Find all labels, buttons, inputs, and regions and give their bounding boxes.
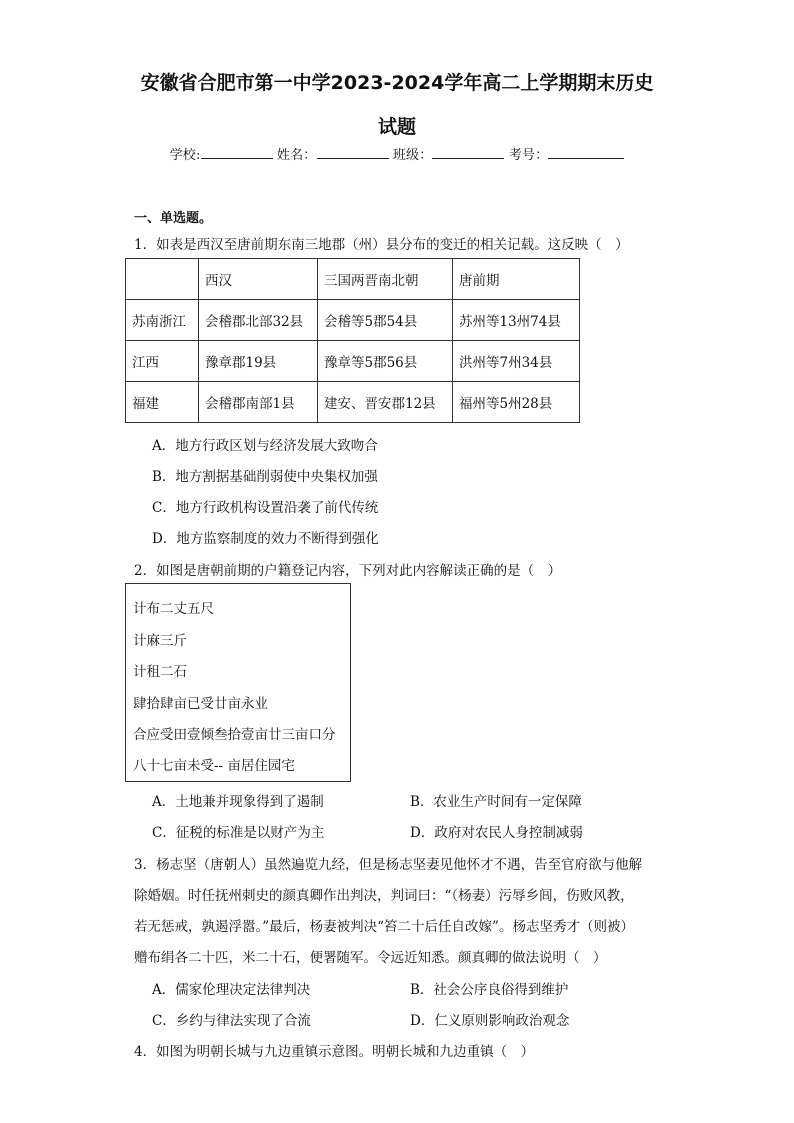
table-cell: 会稽郡南部1县 xyxy=(199,382,318,423)
school-label: 学校: xyxy=(169,148,201,163)
q3-text-line: 3．杨志坚（唐朝人）虽然遍览九经，但是杨志坚妻见他怀才不遇，告至官府欲与他解 xyxy=(134,857,643,873)
table-cell: 会稽郡北部32县 xyxy=(199,300,318,341)
table-cell: 建安、晋安郡12县 xyxy=(318,382,453,423)
student-info-row xyxy=(0,144,794,163)
exam-title-line1: 安徽省合肥市第一中学2023-2024学年高二上学期期末历史 xyxy=(140,72,654,94)
table-row xyxy=(126,382,580,423)
register-line: 计麻三斤 xyxy=(133,633,187,649)
table-cell: 福州等5州28县 xyxy=(453,382,580,423)
table-cell: 洪州等7州34县 xyxy=(453,341,580,382)
q3-text-line: 除婚姻。时任抚州刺史的颜真卿作出判决，判词曰：“（杨妻）污辱乡闾，伤败风教， xyxy=(134,888,634,904)
register-line: 计租二石 xyxy=(133,664,187,680)
table-cell: 福建 xyxy=(126,382,199,423)
q3-option-a[interactable]: A．儒家伦理决定法律判决 xyxy=(152,982,311,998)
table-row xyxy=(126,341,580,382)
q3-text-line: 若无惩戒，孰遏浮嚣。”最后，杨妻被判决“笞二十后任自改嫁”。杨志坚秀才（则被） xyxy=(134,919,634,935)
q2-option-b[interactable]: B．农业生产时间有一定保障 xyxy=(410,794,582,810)
q3-text-line: 赠布绢各二十匹，米二十石，便署随军。令远近知悉。颜真卿的做法说明（ ） xyxy=(134,950,607,966)
register-line: 肆拾肆亩已受廿亩永业 xyxy=(133,696,268,712)
table-cell: 江西 xyxy=(126,341,199,382)
q1-option-c[interactable]: C．地方行政机构设置沿袭了前代传统 xyxy=(152,500,379,516)
q2-stem: 2．如图是唐朝前期的户籍登记内容，下列对此内容解读正确的是（ ） xyxy=(134,563,562,579)
name-blank[interactable] xyxy=(317,144,389,159)
q2-option-d[interactable]: D．政府对农民人身控制减弱 xyxy=(410,825,583,841)
q1-option-d[interactable]: D．地方监察制度的效力不断得到强化 xyxy=(152,531,379,547)
register-line: 合应受田壹倾叁拾壹亩廿三亩口分 xyxy=(133,727,336,743)
q1-table xyxy=(125,258,580,423)
table-cell: 三国两晋南北朝 xyxy=(318,259,453,300)
q2-option-c[interactable]: C．征税的标准是以财产为主 xyxy=(152,825,325,841)
q3-option-b[interactable]: B．社会公序良俗得到维护 xyxy=(410,982,569,998)
register-line: 计布二丈五尺 xyxy=(133,601,214,617)
table-cell: 苏南浙江 xyxy=(126,300,199,341)
table-header-row xyxy=(126,259,580,300)
class-blank[interactable] xyxy=(432,144,504,159)
q2-option-a[interactable]: A．土地兼并现象得到了遏制 xyxy=(152,794,324,810)
q1-option-a[interactable]: A．地方行政区划与经济发展大致吻合 xyxy=(152,438,378,454)
exam-title-line2: 试题 xyxy=(377,116,416,138)
q3-option-d[interactable]: D．仁义原则影响政治观念 xyxy=(410,1013,570,1029)
table-cell: 苏州等13州74县 xyxy=(453,300,580,341)
exam-number-label: 考号： xyxy=(508,148,549,163)
q1-stem: 1．如表是西汉至唐前期东南三地郡（州）县分布的变迁的相关记载。这反映（ ） xyxy=(134,237,629,253)
q1-option-b[interactable]: B．地方割据基础削弱使中央集权加强 xyxy=(152,469,378,485)
q4-stem: 4．如图为明朝长城与九边重镇示意图。明朝长城和九边重镇（ ） xyxy=(134,1044,535,1060)
name-label: 姓名： xyxy=(276,148,317,163)
exam-number-blank[interactable] xyxy=(548,144,624,159)
q3-option-c[interactable]: C．乡约与律法实现了合流 xyxy=(152,1013,311,1029)
table-cell xyxy=(126,259,199,300)
school-blank[interactable] xyxy=(201,144,273,159)
table-cell: 豫章等5郡56县 xyxy=(318,341,453,382)
table-cell: 西汉 xyxy=(199,259,318,300)
class-label: 班级： xyxy=(392,148,433,163)
register-line: 八十七亩未受-- 亩居住园宅 xyxy=(133,758,295,774)
table-cell: 会稽等5郡54县 xyxy=(318,300,453,341)
section-title: 一、单选题。 xyxy=(134,211,213,226)
table-row xyxy=(126,300,580,341)
q2-household-register-box xyxy=(125,583,351,782)
table-cell: 唐前期 xyxy=(453,259,580,300)
table-cell: 豫章郡19县 xyxy=(199,341,318,382)
